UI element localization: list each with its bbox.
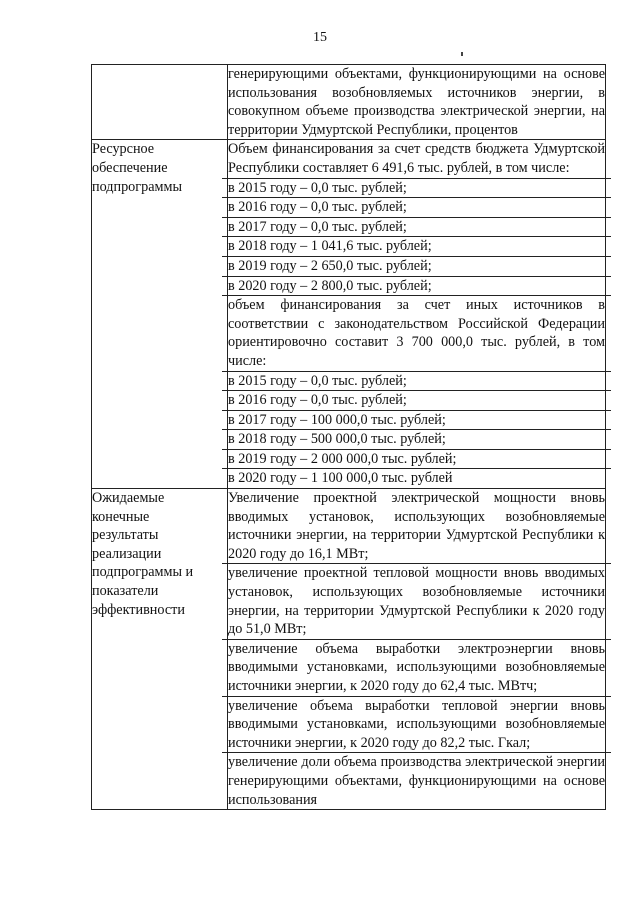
table-row [92,489,606,810]
label-line: обеспечение [92,159,168,176]
resource-label-cell [92,140,228,489]
result-item: увеличение объема выработки электроэнергии вновь вводимыми установками, использующими возобновляемые источники энергии, к 2020 году до 62,4 тыс. МВтч; [222,640,611,697]
row-content-cell [228,65,606,140]
budget-year-item: в 2018 году – 1 041,6 тыс. рублей; [222,237,611,257]
label-line: подпрограммы и [92,564,194,581]
result-item: увеличение доли объема производства электрической энергии генерирующими объектами, функционирующими на основе использования [228,754,605,808]
label-line: эффективности [92,601,185,618]
other-year-item: в 2018 году – 500 000,0 тыс. рублей; [222,430,611,450]
label-line: показатели [92,583,159,600]
other-year-item: в 2015 году – 0,0 тыс. рублей; [222,372,611,392]
row-label-cell [92,65,228,140]
other-year-item: в 2016 году – 0,0 тыс. рублей; [222,391,611,411]
other-year-item: в 2017 году – 100 000,0 тыс. рублей; [222,411,611,431]
result-item: увеличение проектной тепловой мощности вновь вводимых установок, использующих возобновляемые источники энергии, на территории Удмуртской Республики к 2020 году до 51,0 МВт; [222,564,611,639]
result-item: Увеличение проектной электрической мощности вновь вводимых установок, использующих возобновляемые источники энергии, на территории Удмуртской Республики к 2020 году до 16,1 МВт; [222,489,611,564]
budget-year-item: в 2017 году – 0,0 тыс. рублей; [222,218,611,238]
table-row [92,65,606,140]
budget-intro: Объем финансирования за счет средств бюджета Удмуртской Республики составляет 6 491,6 тыс. рублей, в том числе: [222,140,611,178]
other-year-item: в 2020 году – 1 100 000,0 тыс. рублей [228,470,453,487]
label-line: подпрограммы [92,178,182,195]
label-line: Ожидаемые [92,490,165,507]
budget-year-item: в 2015 году – 0,0 тыс. рублей; [222,179,611,199]
page-number: 15 [313,30,327,45]
budget-year-item: в 2020 году – 2 800,0 тыс. рублей; [222,277,611,297]
other-sources-intro: объем финансирования за счет иных источников в соответствии с законодательством Российской Федерации ориентировочно составит 3 700 000,0 тыс. рублей, в том числе: [222,296,611,371]
scan-speck [461,52,463,56]
result-item: увеличение объема выработки тепловой энергии вновь вводимыми установками, использующими возобновляемые источники энергии, к 2020 году до 82,2 тыс. Гкал; [222,697,611,754]
label-line: Ресурсное [92,141,155,158]
label-line: результаты [92,527,159,544]
results-label-cell [92,489,228,810]
continued-indicator-text: генерирующими объектами, функционирующими на основе использования возобновляемых источников энергии, в совокупном объеме производства электрической энергии, на территории Удмуртской Республики, процентов [228,66,605,138]
label-line: конечные [92,508,150,525]
subprogram-passport-table [91,64,606,810]
resource-content-cell [228,140,606,489]
other-year-item: в 2019 году – 2 000 000,0 тыс. рублей; [222,450,611,470]
budget-year-item: в 2019 году – 2 650,0 тыс. рублей; [222,257,611,277]
budget-year-item: в 2016 году – 0,0 тыс. рублей; [222,198,611,218]
table-row [92,140,606,489]
label-line: реализации [92,545,162,562]
results-content-cell [228,489,606,810]
